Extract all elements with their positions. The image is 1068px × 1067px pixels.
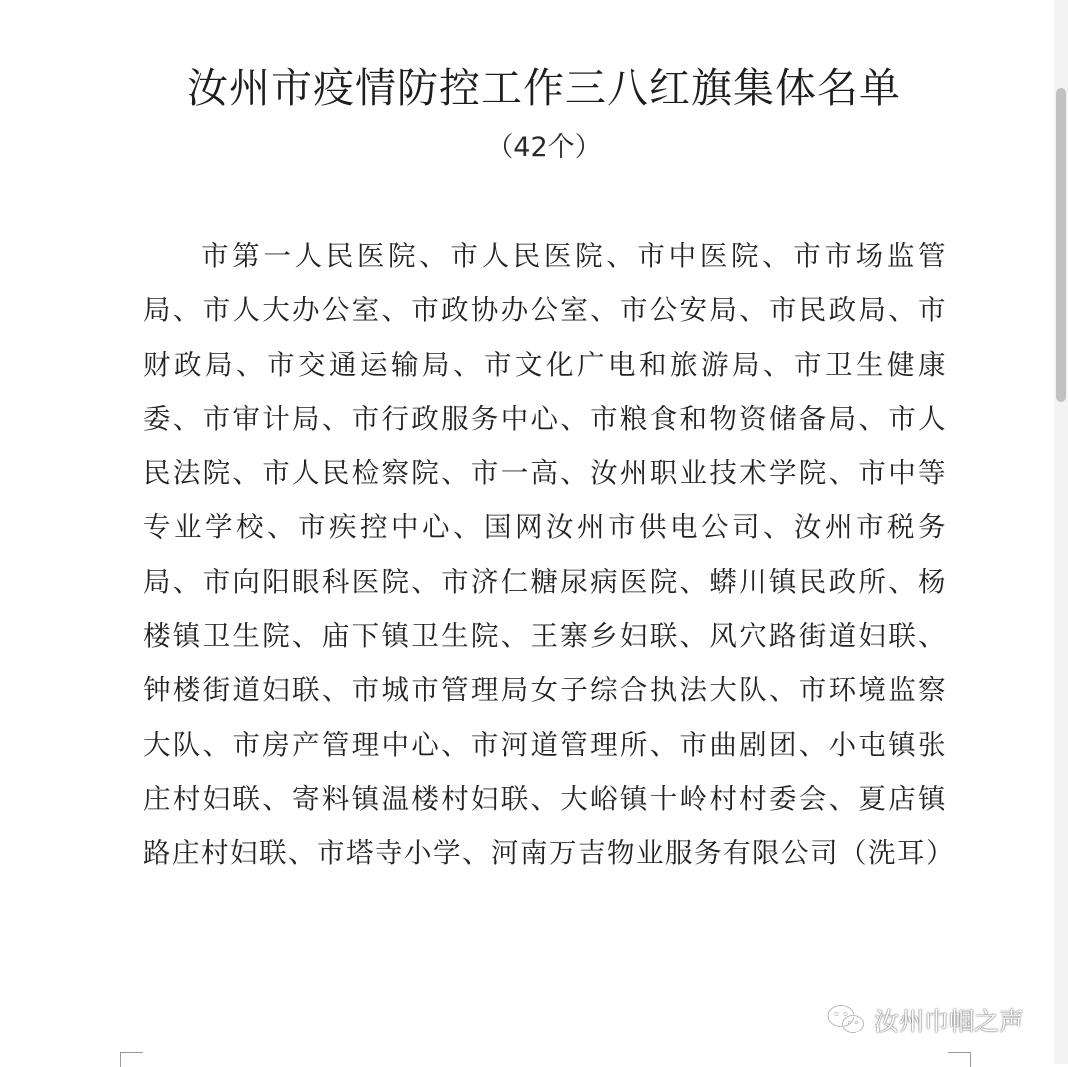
vertical-scrollbar[interactable]	[1054, 0, 1068, 1064]
document-title: 汝州市疫情防控工作三八红旗集体名单	[187, 64, 901, 112]
watermark-text: 汝州巾帼之声	[874, 1007, 1025, 1036]
scrollbar-thumb[interactable]	[1056, 88, 1066, 402]
page-corner-mark-left	[120, 1052, 143, 1067]
page-corner-mark-right	[948, 1052, 971, 1067]
wechat-icon	[826, 1003, 866, 1037]
document-body: 市第一人民医院、市人民医院、市中医院、市市场监管局、市人大办公室、市政协办公室、市公安局、市民政局、市财政局、市交通运输局、市文化广电和旅游局、市卫生健康委、市审计局、市行政服务中心、市粮食和物资储备局、市人民法院、市人民检察院、市一高、汝州职业技术学院、市中等专业学校、市疾控中心、国网汝州市供电公司、汝州市税务局、市向阳眼科医院、市济仁糖尿病医院、蟒川镇民政所、杨楼镇卫生院、庙下镇卫生院、王寨乡妇联、风穴路街道妇联、钟楼街道妇联、市城市管理局女子综合执法大队、市环境监察大队、市房产管理中心、市河道管理所、市曲剧团、小屯镇张庄村妇联、寄料镇温楼村妇联、大峪镇十岭村村委会、夏店镇路庄村妇联、市塔寺小学、河南万吉物业服务有限公司（洗耳）	[143, 240, 955, 870]
watermark	[826, 1000, 1024, 1040]
document-subtitle: （42个）	[486, 132, 602, 163]
